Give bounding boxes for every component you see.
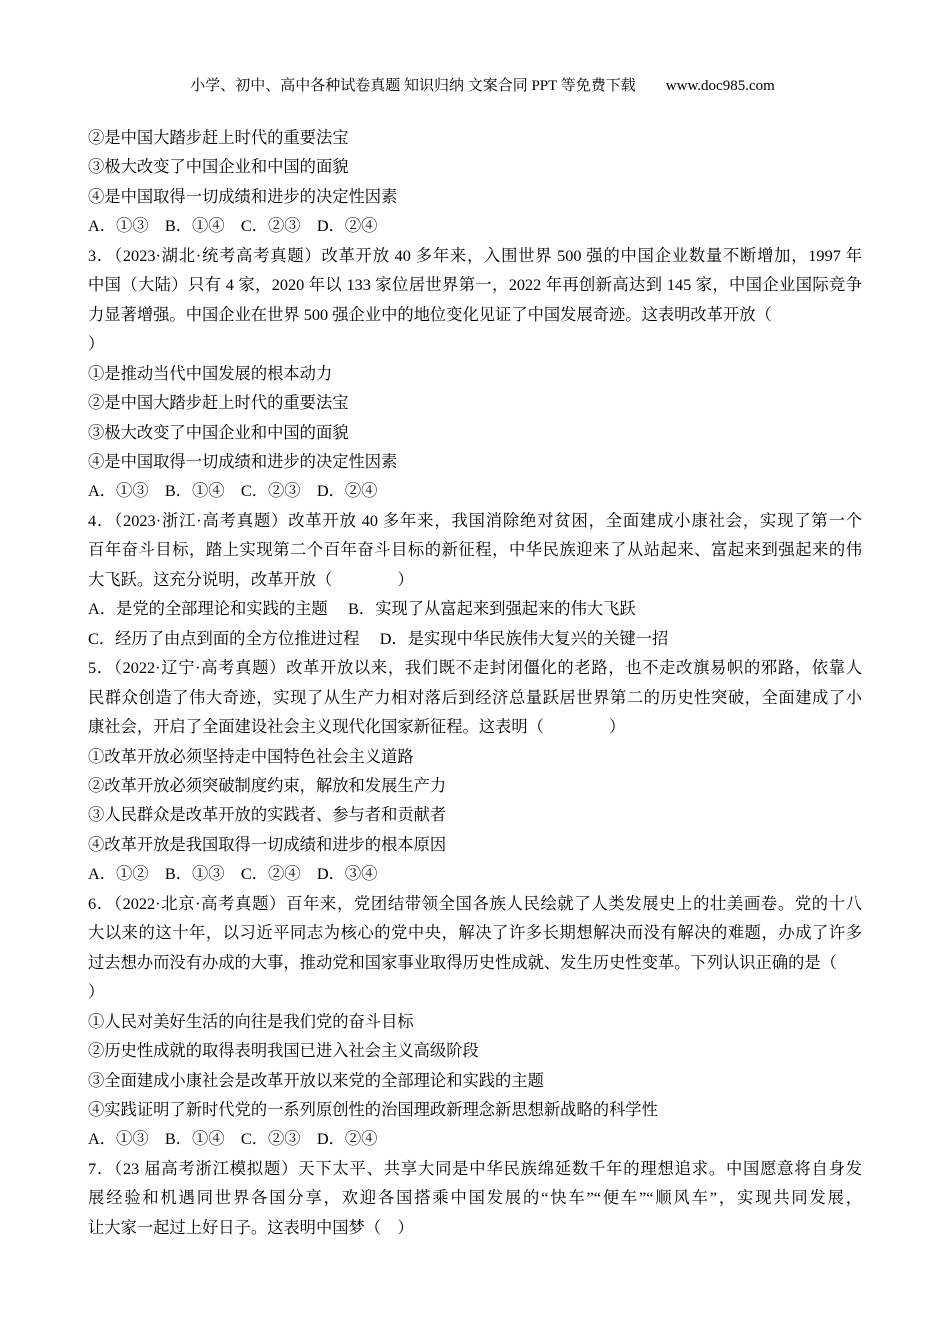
text-line: ②改革开放必须突破制度约束，解放和发展生产力: [88, 775, 447, 795]
text-line: ①是推动当代中国发展的根本动力: [88, 363, 333, 383]
text-line: 力显著增强。中国企业在世界 500 强企业中的地位变化见证了中国发展奇迹。这表明改革开放（: [88, 304, 772, 324]
text-line: ①改革开放必须坚持走中国特色社会主义道路: [88, 746, 414, 766]
text-line: A．①③ B．①④ C．②③ D．②④: [88, 481, 378, 501]
text-line: 过去想办而没有办成的大事，推动党和国家事业取得历史性成就、发生历史性变革。下列认识正确的是（: [88, 952, 837, 972]
text-line: ③极大改变了中国企业和中国的面貌: [88, 422, 349, 442]
text-line: ③人民群众是改革开放的实践者、参与者和贡献者: [88, 805, 447, 825]
text-line: 7．（23 届高考浙江模拟题）天下太平、共享大同是中华民族绵延数千年的理想追求。中国愿意将自身发: [88, 1158, 862, 1178]
text-line: 民群众创造了伟大奇迹，实现了从生产力相对落后到经济总量跃居世界第二的历史性突破，全面建成了小: [88, 687, 862, 707]
text-line: A．①③ B．①④ C．②③ D．②④: [88, 216, 378, 236]
text-line: C．经历了由点到面的全方位推进过程 D．是实现中华民族伟大复兴的关键一招: [88, 628, 669, 648]
text-line: 大飞跃。这充分说明，改革开放（ ）: [88, 569, 414, 589]
text-line: ④是中国取得一切成绩和进步的决定性因素: [88, 451, 398, 471]
header-slogan: 小学、初中、高中各种试卷真题 知识归纳 文案合同 PPT 等免费下载: [190, 78, 636, 94]
text-line: 大以来的这十年，以习近平同志为核心的党中央，解决了许多长期想解决而没有解决的难题，办成了许多: [88, 923, 862, 943]
document-body: [88, 123, 862, 1242]
page-header: [0, 56, 950, 116]
text-line: 中国（大陆）只有 4 家，2020 年以 133 家位居世界第一，2022 年再创新高达到 145 家，中国企业国际竞争: [88, 275, 862, 295]
text-line: ）: [88, 334, 105, 354]
text-line: ③全面建成小康社会是改革开放以来党的全部理论和实践的主题: [88, 1070, 544, 1090]
text-line: ④改革开放是我国取得一切成绩和进步的根本原因: [88, 834, 447, 854]
text-line: ④实践证明了新时代党的一系列原创性的治国理政新理念新思想新战略的科学性: [88, 1099, 658, 1119]
text-line: 3．（2023·湖北·统考高考真题）改革开放 40 多年来，入围世界 500 强的中国企业数量不断增加，1997 年: [88, 245, 862, 265]
text-line: 5．（2022·辽宁·高考真题）改革开放以来，我们既不走封闭僵化的老路，也不走改旗易帜的邪路，依靠人: [88, 658, 862, 678]
text-line: ④是中国取得一切成绩和进步的决定性因素: [88, 186, 398, 206]
text-line: 让大家一起过上好日子。这表明中国梦（ ）: [88, 1217, 414, 1237]
text-line: ③极大改变了中国企业和中国的面貌: [88, 157, 349, 177]
text-line: ①人民对美好生活的向往是我们党的奋斗目标: [88, 1011, 414, 1031]
header-url: www.doc985.com: [665, 78, 775, 94]
text-line: ）: [88, 982, 105, 1002]
text-line: A．①② B．①③ C．②④ D．③④: [88, 864, 378, 884]
text-line: A．①③ B．①④ C．②③ D．②④: [88, 1129, 378, 1149]
text-line: A．是党的全部理论和实践的主题 B．实现了从富起来到强起来的伟大飞跃: [88, 599, 636, 619]
text-line: 百年奋斗目标，踏上实现第二个百年奋斗目标的新征程，中华民族迎来了从站起来、富起来到强起来的伟: [88, 540, 862, 560]
text-line: 展经验和机遇同世界各国分享，欢迎各国搭乘中国发展的“快车”“便车”“顺风车”，实现共同发展，: [88, 1188, 862, 1208]
text-line: ②是中国大踏步赶上时代的重要法宝: [88, 393, 349, 413]
text-line: 6．（2022·北京·高考真题）百年来，党团结带领全国各族人民绘就了人类发展史上的壮美画卷。党的十八: [88, 893, 862, 913]
text-line: 康社会，开启了全面建设社会主义现代化国家新征程。这表明（ ）: [88, 717, 626, 737]
text-line: 4．（2023·浙江·高考真题）改革开放 40 多年来，我国消除绝对贫困，全面建成小康社会，实现了第一个: [88, 510, 862, 530]
text-line: ②历史性成就的取得表明我国已进入社会主义高级阶段: [88, 1041, 479, 1061]
text-line: ②是中国大踏步赶上时代的重要法宝: [88, 128, 349, 147]
